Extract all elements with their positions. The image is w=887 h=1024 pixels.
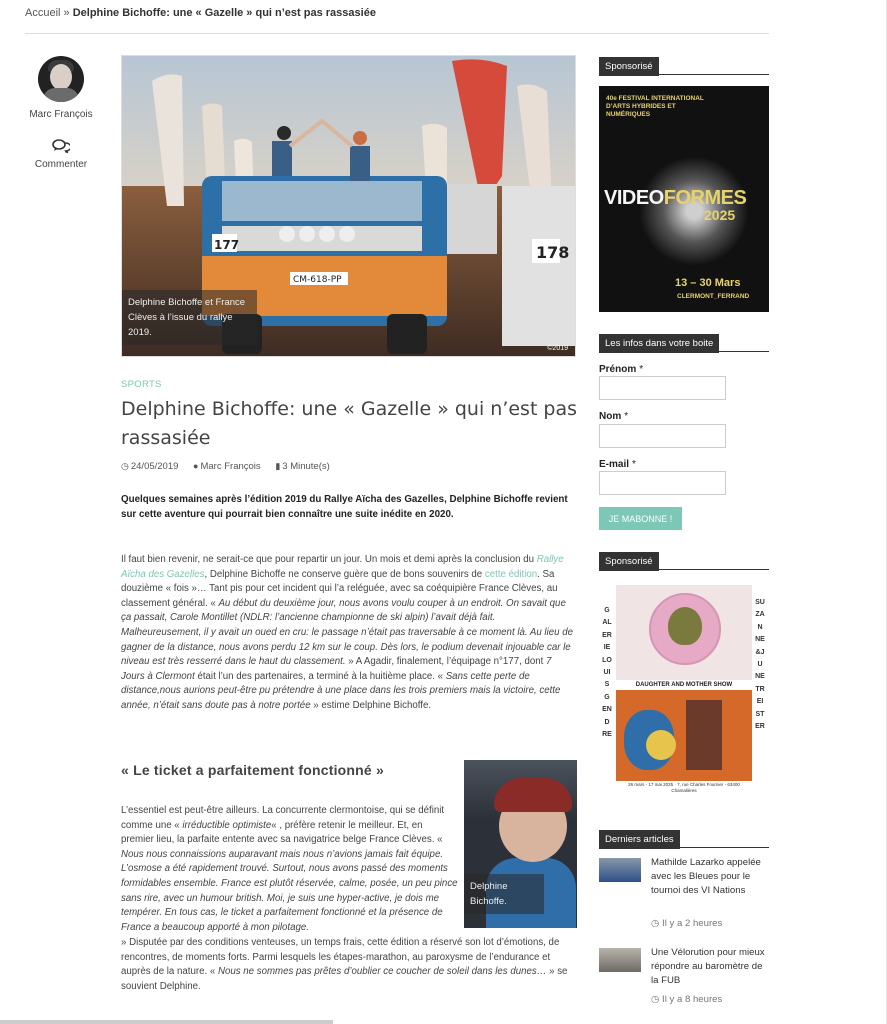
sponsored-ad-gallery[interactable] (599, 585, 769, 811)
readtime-meta (275, 461, 335, 472)
name-field[interactable] (599, 424, 726, 448)
required-mark: * (639, 364, 644, 375)
widget-title-latest (599, 829, 769, 848)
article-title: Delphine Bichoffe: une « Gazelle » qui n’est pas rassasiée (121, 398, 578, 449)
article-paragraph (121, 936, 577, 994)
name-label (599, 411, 628, 422)
article-subheading: « Le ticket a parfaitement fonctionné » (121, 762, 384, 778)
latest-article-time (651, 994, 722, 1005)
quote-text: Au début du deuxième jour, nous avons voulu couper à un endroit. On savait que ça passait, Carole Montillet (NDLR: l’ancienne championne de ski alpin) l’avait déjà fait. Malheureusement, il y avait un oued en cru: le passage n’était pas traversable à ce moment là. Au lieu de gagner de la distance, nous avons perdu 12 km sur le coup. Dès lors, le podium devenait injouable car le niveau est très resserré dans le haut du classement. (121, 597, 573, 668)
sponsored-ad-videoformes[interactable] (599, 86, 769, 312)
latest-article-title[interactable]: Mathilde Lazarko appelée avec les Bleues pour le tournoi des VI Nations (651, 857, 761, 896)
divider (25, 33, 769, 34)
clock-icon: ◷ (651, 918, 663, 929)
quote-text: Nous nous connaissions auparavant mais nous n’avions jamais fait équipe. L’osmose a été rapidement trouvé. Surtout, nous avons passé des moments formidables ensemble. France est plutôt réservée, calme, posée, un peu pince sans rire, avec un humour british. Moi, je suis une hyper-active, je dois me tempérer. En tous cas, le ticket a parfaitement fonctionné et la présence de France a beaucoup apporté à mon pilotage. (121, 848, 458, 933)
paragraph-text: « , préfère retenir le meilleur. Et, en premier lieu, la parfaite entente avec sa navigatrice belge France Clèves. « (121, 819, 443, 846)
clock-icon: ◷ (651, 994, 663, 1005)
user-icon: ● (193, 461, 199, 471)
author-meta (193, 461, 267, 472)
author-box (25, 56, 97, 170)
article-readtime: 3 Minute(s) (282, 461, 330, 472)
author-avatar[interactable] (38, 56, 84, 102)
article-paragraph (121, 553, 577, 714)
ad-show-dates: 26 mars - 17 mai 2025 · 7, rue Charles Fournier - 63400 Chamalières (628, 782, 740, 793)
time-text: Il y a 2 heures (662, 918, 723, 929)
paragraph-text: Il faut bien revenir, ne serait-ce que pour repartir un jour. Un mois et demi après la conclusion du (121, 554, 537, 565)
paragraph-text: , Delphine Bichoffe ne conserve guère que de bons souvenirs de (204, 568, 485, 580)
ad-year: 2025 (704, 207, 736, 223)
breadcrumb (25, 7, 376, 19)
quote-text: irréductible optimiste (182, 819, 272, 831)
comment-link[interactable]: Commenter (34, 159, 88, 170)
ad-show-title: DAUGHTER AND MOTHER SHOW (616, 680, 752, 690)
hero-caption: Delphine Bichoffe et France Clèves à l’issue du rallye 2019. (122, 290, 257, 345)
widget-title-newsletter (599, 333, 769, 352)
svg-text:CM-618-PP: CM-618-PP (293, 275, 342, 285)
paragraph-text: » se souvient Delphine. (121, 966, 568, 992)
widget-title-label: Derniers articles (599, 830, 680, 849)
article-thumbnail[interactable] (599, 948, 641, 972)
paragraph-text: » Disputée par des conditions venteuses, un temps frais, cette édition a réservé son lot d’émotions, de rencontres, de moments forts. Parmi lesquels les étapes-marathon, au paroxysme de l’endurance et auprès de la nature. « (121, 937, 560, 978)
widget-title-sponsored-2 (599, 551, 769, 570)
ad-gallery-name: GALERIELOUISGENDRE (602, 607, 612, 739)
ad-brand-part: FORMES (663, 187, 747, 209)
label-text: Prénom (599, 364, 637, 375)
breadcrumb-home-link[interactable]: Accueil (25, 7, 61, 19)
widget-title-sponsored (599, 56, 769, 75)
latest-article-time (651, 918, 722, 929)
firstname-field[interactable] (599, 376, 726, 400)
paragraph-text: . Sa douzième « fois »… Tant pis pour cet incident qui l’a reléguée, avec sa coéquipière France Clèves, au classement général. « (121, 568, 558, 609)
hero-watermark: ©2019 (547, 345, 568, 352)
book-icon: ▮ (275, 461, 281, 471)
email-field[interactable] (599, 471, 726, 495)
quote-text: Nous ne sommes pas prêtes d’oublier ce coucher de soleil dans les dunes… (217, 966, 547, 978)
svg-text:178: 178 (536, 243, 570, 262)
required-mark: * (624, 411, 629, 422)
time-text: Il y a 8 heures (662, 994, 723, 1005)
inset-caption: Delphine Bichoffe. (464, 874, 544, 914)
edition-link[interactable]: cette édition (484, 568, 538, 580)
ad-festival-text: 40e FESTIVAL INTERNATIONAL D’ARTS HYBRIDES ET NUMÉRIQUES (606, 95, 704, 118)
comments-icon[interactable] (52, 139, 70, 153)
label-text: E-mail (599, 459, 630, 470)
ad-brand-part: VIDEO (604, 187, 664, 209)
ad-city: CLERMONT_FERRAND (677, 293, 750, 300)
article-author[interactable]: Marc François (200, 461, 261, 472)
article-paragraph (121, 804, 458, 935)
partner-name: 7 Jours à Clermont (121, 656, 552, 682)
email-label (599, 459, 636, 470)
breadcrumb-separator: » (63, 7, 70, 19)
article-thumbnail[interactable] (599, 858, 641, 882)
article-meta (121, 461, 342, 472)
paragraph-text: L’essentiel est peut-être ailleurs. La concurrente clermontoise, qui se définit comme une « (121, 805, 445, 831)
article-category[interactable]: SPORTS (121, 379, 162, 390)
rallye-link[interactable]: Rallye Aïcha des Gazelles (121, 554, 564, 580)
widget-title-label: Sponsorisé (599, 552, 659, 571)
svg-text:177: 177 (214, 238, 240, 252)
breadcrumb-current: Delphine Bichoffe: une « Gazelle » qui n’est pas rassasiée (72, 7, 376, 19)
clock-icon: ◷ (121, 461, 129, 471)
author-name[interactable]: Marc François (29, 109, 93, 120)
quote-text: Sans cette perte de distance,nous aurions peut-être pu prétendre à une place dans les trois premiers mais la victoire, cette année, n’était sans doute pas à notre portée (121, 670, 561, 711)
widget-title-label: Sponsorisé (599, 57, 659, 76)
paragraph-text: » estime Delphine Bichoffe. (310, 699, 432, 711)
subscribe-button[interactable]: JE MABONNE ! (599, 507, 682, 530)
widget-title-label: Les infos dans votre boite (599, 334, 719, 353)
label-text: Nom (599, 411, 622, 422)
horizontal-scrollbar[interactable] (0, 1020, 333, 1024)
date-meta (121, 461, 184, 472)
article-lead: Quelques semaines après l’édition 2019 du Rallye Aïcha des Gazelles, Delphine Bichoffe revient sur cette aventure qui pourrait bien connaître une suite inédite en 2020. (121, 494, 568, 520)
ad-dates: 13 – 30 Mars (675, 277, 741, 289)
firstname-label (599, 364, 643, 375)
article-date: 24/05/2019 (130, 461, 179, 472)
ad-artists-name: SUZANNE&JUNETREISTER (755, 599, 765, 731)
latest-article-title[interactable]: Une Vélorution pour mieux répondre au baromètre de la FUB (651, 947, 765, 986)
hero-image (121, 55, 576, 357)
inset-image (464, 760, 577, 928)
paragraph-text: » A Agadir, finalement, l’équipage n°177, dont (345, 656, 547, 668)
required-mark: * (632, 459, 636, 470)
paragraph-text: était l’un des partenaires, a terminé à la huitième place. « (194, 670, 446, 682)
